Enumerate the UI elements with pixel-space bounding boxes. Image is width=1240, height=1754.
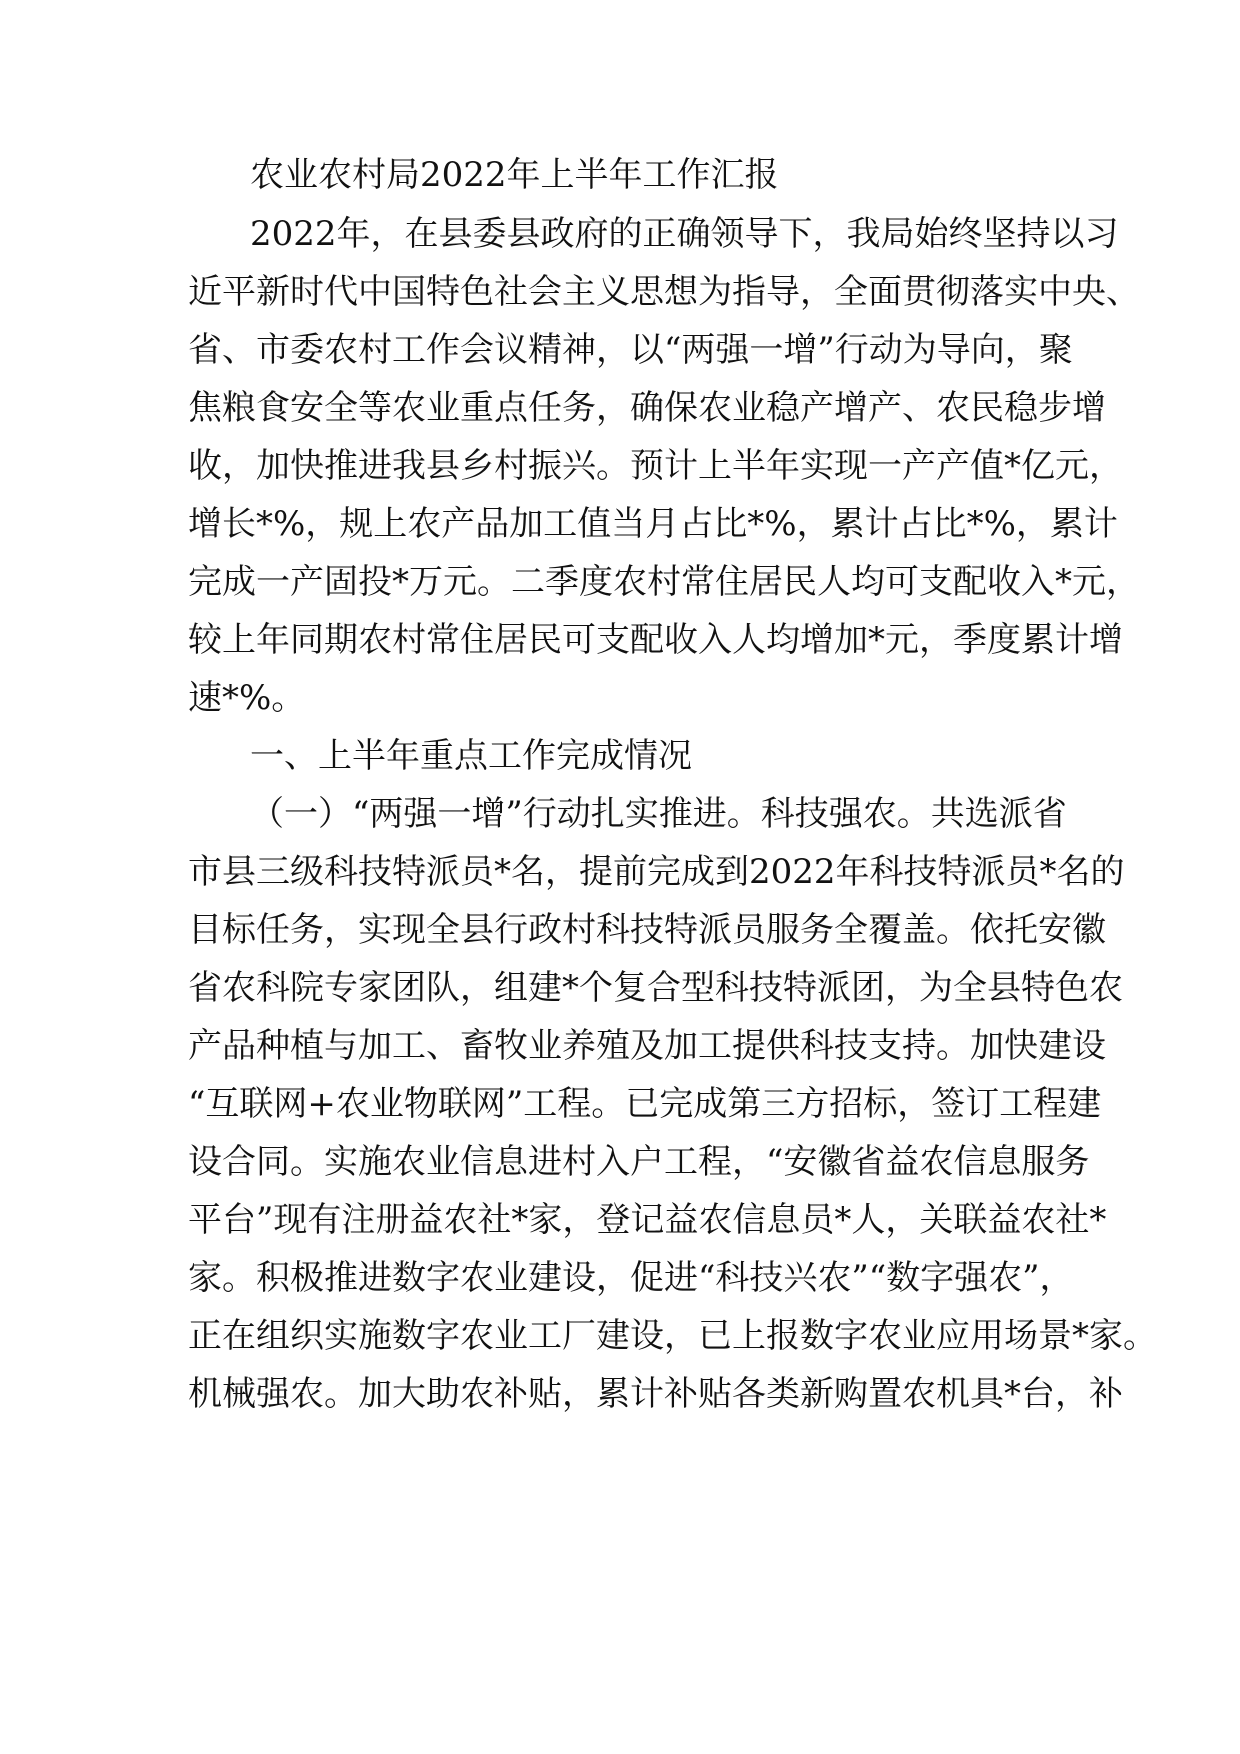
body-line: （一）“两强一增”行动扎实推进。科技强农。共选派省 — [250, 794, 1067, 834]
body-line: “互联网+农业物联网”工程。已完成第三方招标，签订工程建 — [188, 1084, 1102, 1124]
intro-line: 增长*%，规上农产品加工值当月占比*%，累计占比*%，累计 — [188, 504, 1118, 544]
body-line: 设合同。实施农业信息进村入户工程，“安徽省益农信息服务 — [188, 1142, 1090, 1182]
body-line: 正在组织实施数字农业工厂建设，已上报数字农业应用场景*家。 — [188, 1316, 1157, 1356]
body-line: 市县三级科技特派员*名，提前完成到2022年科技特派员*名的 — [188, 852, 1125, 892]
intro-line: 焦粮食安全等农业重点任务，确保农业稳产增产、农民稳步增 — [188, 388, 1106, 428]
document-title: 农业农村局2022年上半年工作汇报 — [250, 155, 779, 195]
intro-line: 收，加快推进我县乡村振兴。预计上半年实现一产产值*亿元， — [188, 446, 1123, 486]
body-line: 目标任务，实现全县行政村科技特派员服务全覆盖。依托安徽 — [188, 910, 1106, 950]
section-heading: 一、上半年重点工作完成情况 — [250, 736, 692, 776]
body-line: 家。积极推进数字农业建设，促进“科技兴农”“数字强农”， — [188, 1258, 1074, 1298]
body-line: 产品种植与加工、畜牧业养殖及加工提供科技支持。加快建设 — [188, 1026, 1106, 1066]
body-line: 省农科院专家团队，组建*个复合型科技特派团，为全县特色农 — [188, 968, 1123, 1008]
intro-line: 省、市委农村工作会议精神，以“两强一增”行动为导向，聚 — [188, 330, 1073, 370]
intro-line: 速*%。 — [188, 678, 306, 718]
intro-line: 2022年，在县委县政府的正确领导下，我局始终坚持以习 — [250, 214, 1119, 254]
body-line: 平台”现有注册益农社*家，登记益农信息员*人，关联益农社* — [188, 1200, 1107, 1240]
body-line: 机械强农。加大助农补贴，累计补贴各类新购置农机具*台，补 — [188, 1374, 1123, 1414]
intro-line: 近平新时代中国特色社会主义思想为指导，全面贯彻落实中央、 — [188, 272, 1140, 312]
intro-line: 较上年同期农村常住居民可支配收入人均增加*元，季度累计增 — [188, 620, 1123, 660]
intro-line: 完成一产固投*万元。二季度农村常住居民人均可支配收入*元， — [188, 562, 1140, 602]
